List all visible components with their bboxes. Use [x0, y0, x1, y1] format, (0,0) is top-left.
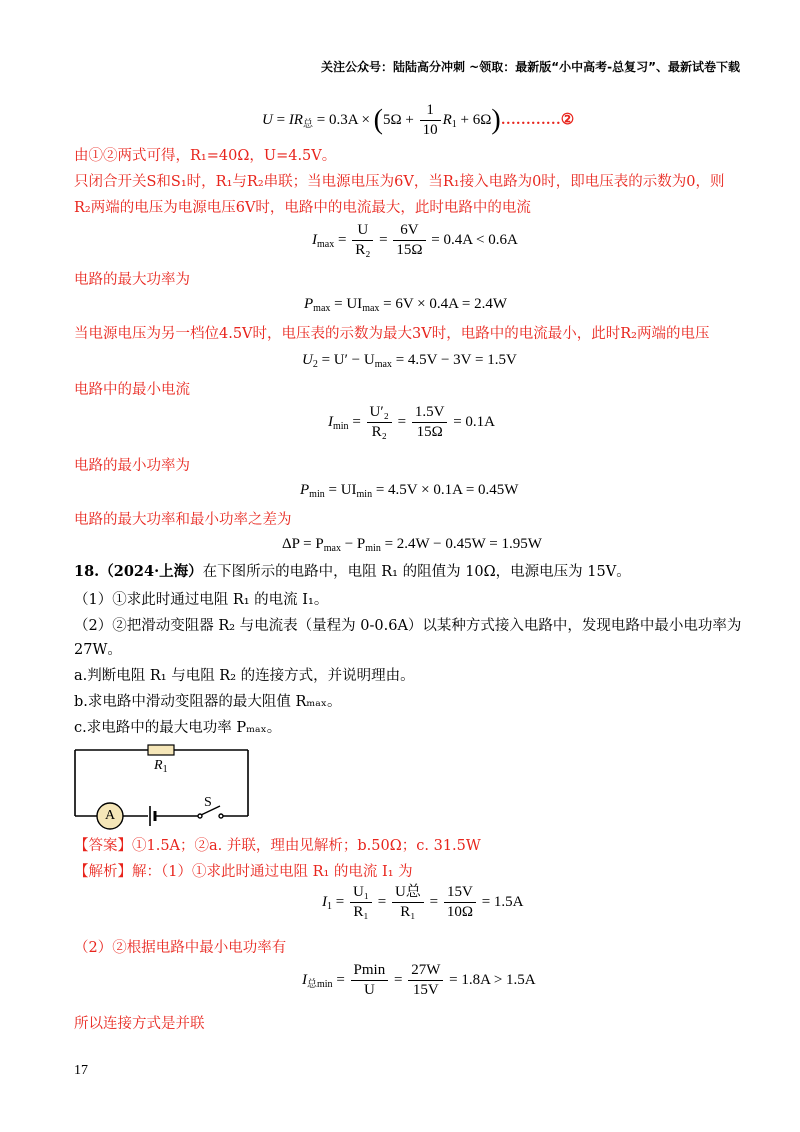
equation-imin: $I_{min}$ = $\frac{\text{U′₂}}{\text{R₂}}$ = $\frac{1.5V}{15\Omega}$ = 0.1A: [328, 404, 495, 440]
equation-itotal: $I_{总min}$ = $\frac{Pmin}{U}$ = $\frac{27W}{15V}$ = 1.8A > 1.5A: [302, 962, 536, 998]
battery-icon: [150, 806, 155, 826]
analysis-conclusion: 所以连接方式是并联: [74, 1016, 205, 1032]
analysis-line-8: 电路的最大功率和最小功率之差为: [74, 512, 292, 528]
analysis-line-2: 只闭合开关S和S₁时，R₁与R₂串联；当电源电压为6V，当R₁接入电路为0时，即电压表的示数为0，则: [74, 174, 725, 190]
analysis-line-5: 当电源电压为另一档位4.5V时，电压表的示数为最大3V时，电路中的电流最小，此时R₂两端的电压: [74, 326, 710, 342]
analysis-part-2: （2）②根据电路中最小电功率有: [74, 940, 287, 956]
switch-label: S: [204, 795, 212, 810]
result-line: 由①②两式可得，R₁=40Ω，U=4.5V。: [74, 148, 337, 164]
analysis-line-7: 电路的最小功率为: [74, 458, 190, 474]
analysis-line-4: 电路的最大功率为: [74, 272, 190, 288]
page-header: 关注公众号：陆陆高分冲刺 ~领取：最新版“小中高考-总复习”、最新试卷下载: [321, 60, 740, 74]
equation-i1: $I_1$ = $\frac{\text{U₁}}{\text{R₁}}$ = $\frac{\text{U总}}{\text{R₁}}$ = $\frac{15V}{10\Omega}$ = 1.5A: [322, 884, 524, 920]
question-part-a: a.判断电阻 R₁ 与电阻 R₂ 的连接方式，并说明理由。: [74, 668, 415, 684]
equation-pmin: $P_{min} = UI_{min} = 4.5V \times 0.1A = 0.45W$: [300, 482, 519, 500]
equation-pmax: $P_{max} = UI_{max} = 6V \times 0.4A = 2.4W$: [304, 296, 508, 314]
ammeter-label: A: [105, 808, 116, 823]
equation-u2: $U_2 = U' - U_{max} = 4.5V - 3V = 1.5V$: [302, 352, 517, 370]
analysis-line-3: R₂两端的电压为电源电压6V时，电路中的电流最大，此时电路中的电流: [74, 200, 531, 216]
question-part-c: c.求电路中的最大电功率 Pₘₐₓ。: [74, 720, 282, 736]
question-part-2b: 27W。: [74, 642, 122, 658]
question-part-b: b.求电路中滑动变阻器的最大阻值 Rₘₐₓ。: [74, 694, 342, 710]
analysis-line-6: 电路中的最小电流: [74, 382, 190, 398]
question-18-stem: 18.（2024·上海）在下图所示的电路中，电阻 R₁ 的阻值为 10Ω，电源电压为 15V。: [74, 563, 631, 580]
page-number: 17: [74, 1063, 88, 1078]
r1-label: $R_1$: [154, 758, 168, 775]
equation-imax: $I_{max}$ = $\frac{U}{\text{R₂}}$ = $\frac{6V}{15\Omega}$ = 0.4A < 0.6A: [312, 222, 518, 258]
circuit-diagram: [70, 740, 260, 830]
question-part-2a: （2）②把滑动变阻器 R₂ 与电流表（量程为 0-0.6A）以某种方式接入电路中，发现电路中最小电功率为: [74, 618, 742, 634]
equation-delta-p: $\Delta P = P_{max} - P_{min} = 2.4W - 0.45W = 1.95W$: [282, 536, 542, 554]
analysis-intro: 【解析】解：（1）①求此时通过电阻 R₁ 的电流 I₁ 为: [74, 864, 413, 880]
equation-u-total: $U = IR_总 = 0.3A \times (5\Omega$ + $\frac{1}{10}$ $R_1$ + 6Ω)…………②: [262, 102, 575, 138]
resistor-r1: [148, 745, 174, 755]
answer-line: 【答案】①1.5A；②a. 并联，理由见解析；b.50Ω；c. 31.5W: [74, 838, 481, 854]
question-part-1: （1）①求此时通过电阻 R₁ 的电流 I₁。: [74, 592, 329, 608]
